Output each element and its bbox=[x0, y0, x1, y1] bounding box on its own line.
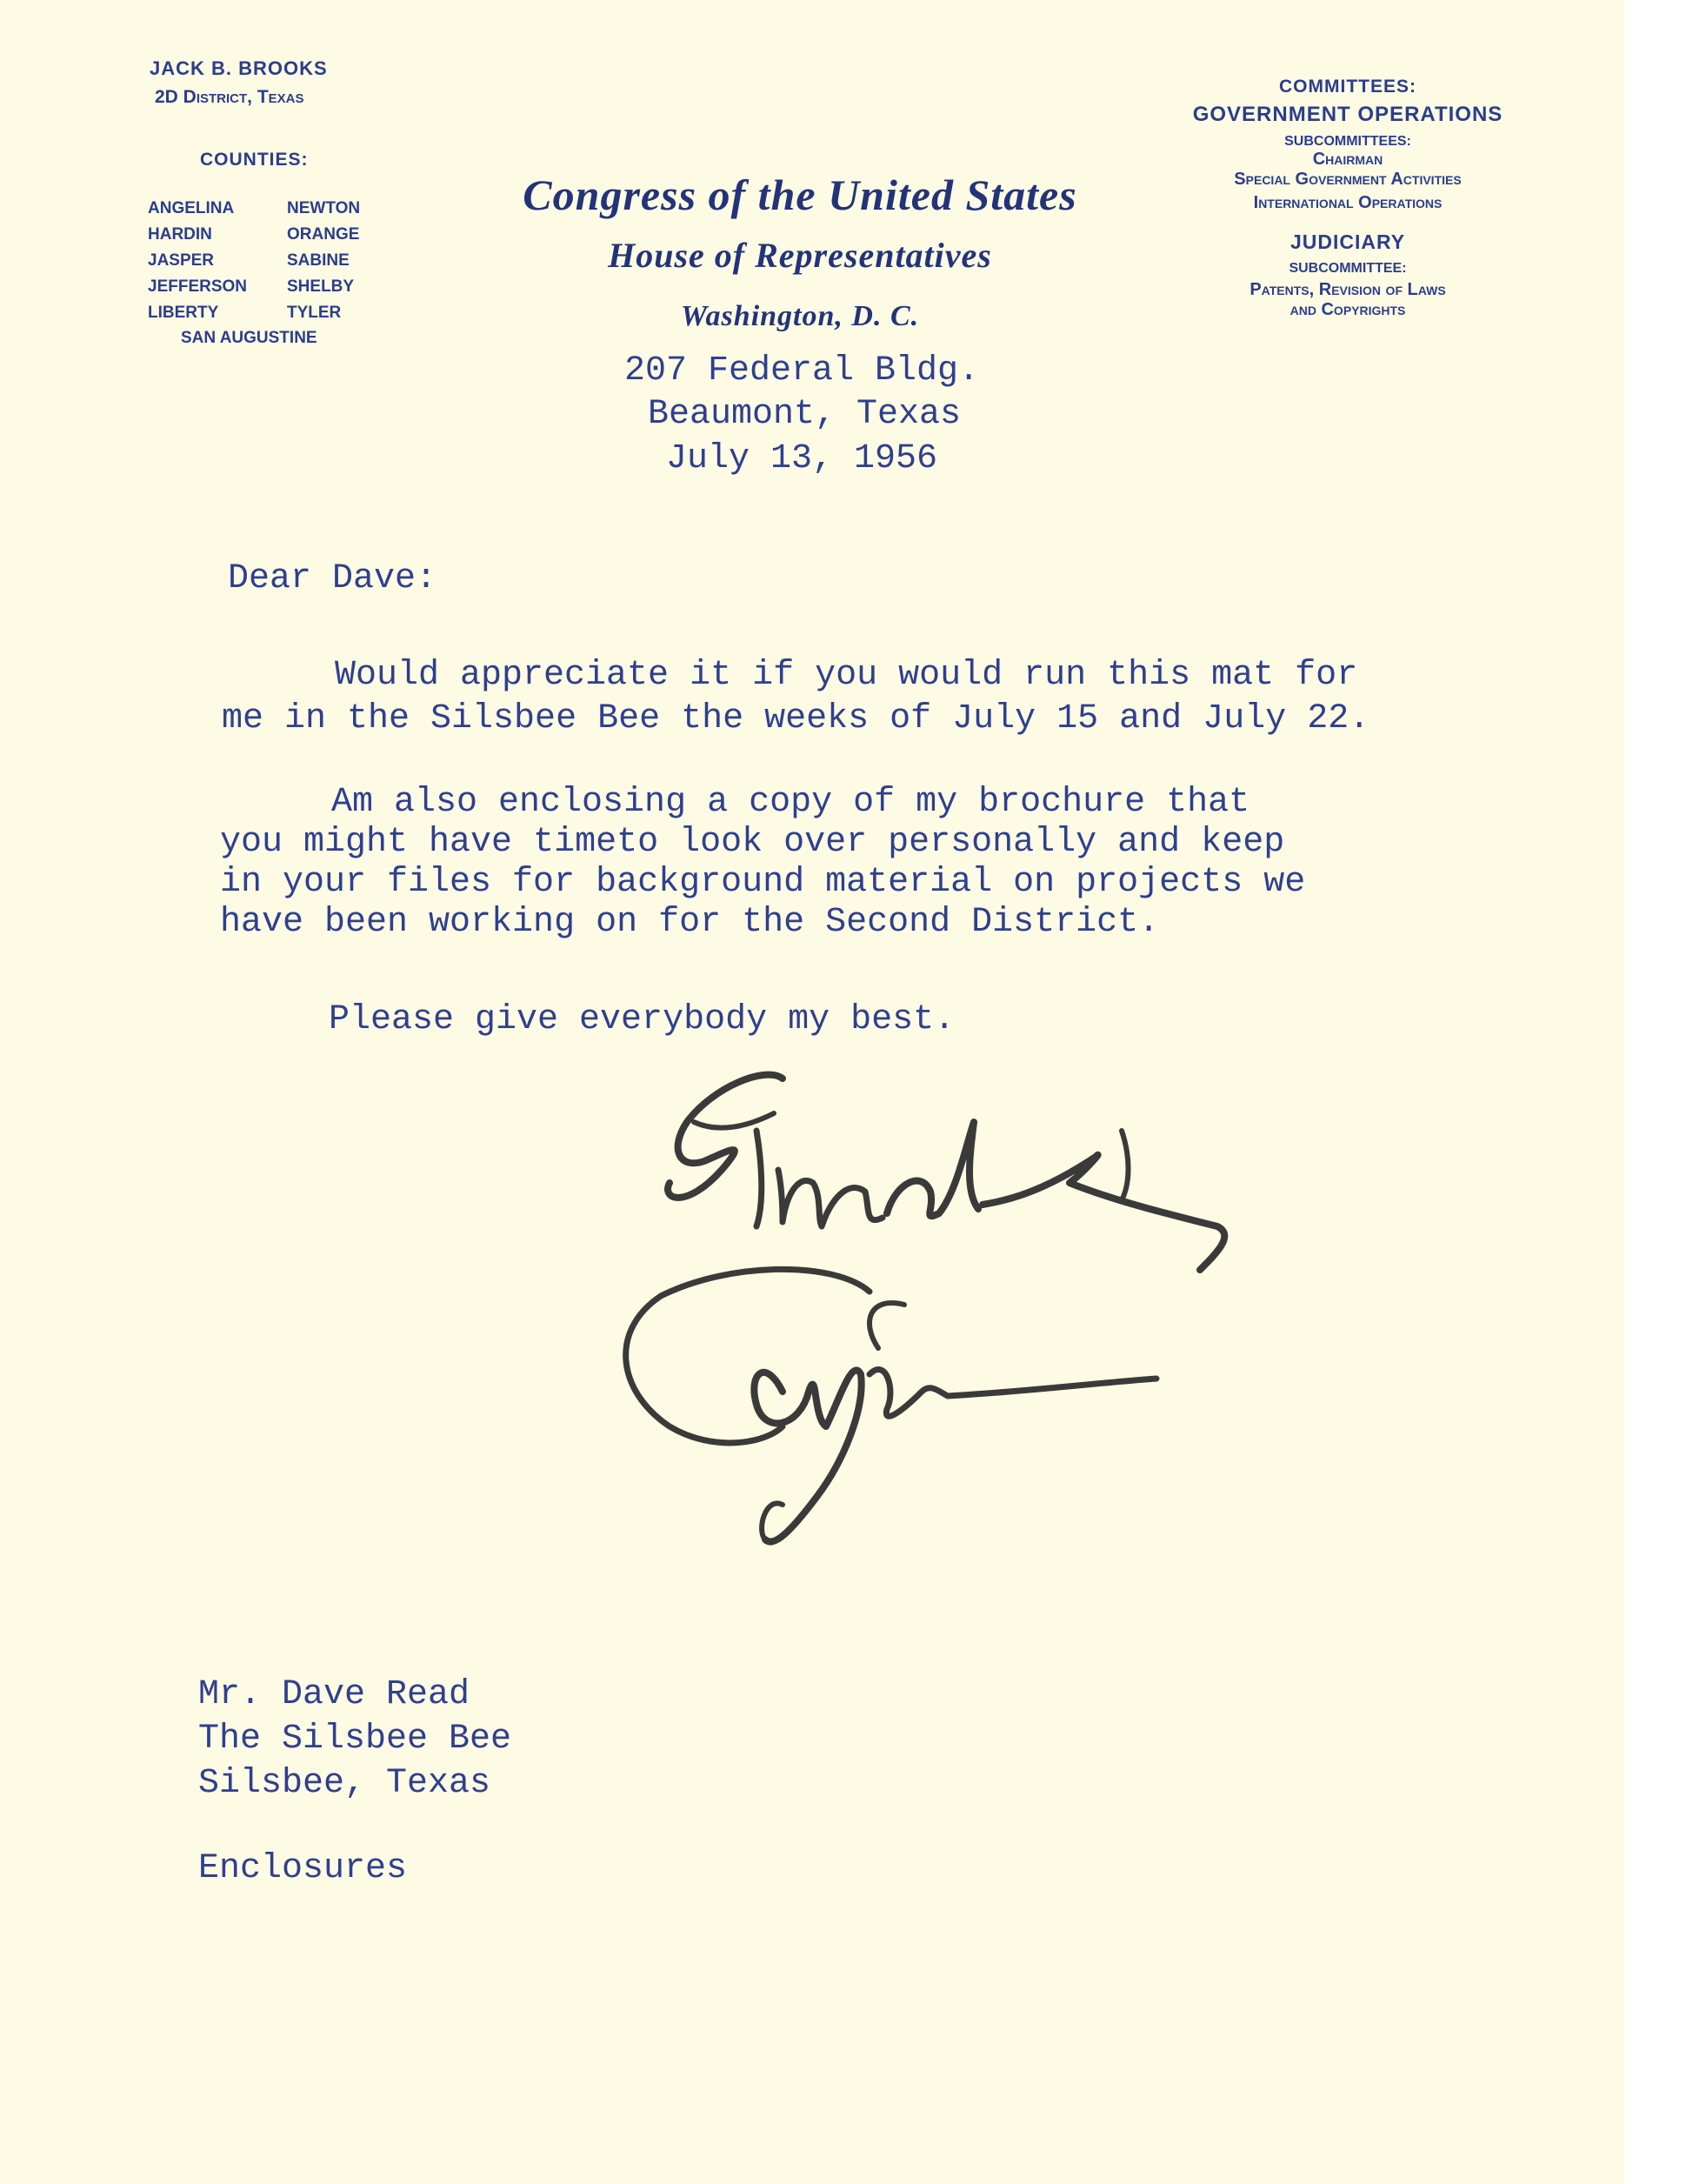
subcommittee-international: International Operations bbox=[1253, 193, 1443, 212]
county: NEWTON bbox=[287, 199, 361, 217]
counties-left-column bbox=[148, 196, 247, 326]
body-paragraph-2 bbox=[220, 783, 1305, 943]
salutation: Dear Dave: bbox=[228, 559, 437, 598]
paragraph-line: me in the Silsbee Bee the weeks of July 15 and July 22. bbox=[222, 699, 1370, 738]
committee-judiciary: JUDICIARY bbox=[1289, 230, 1406, 253]
recipient-name: Mr. Dave Read bbox=[198, 1675, 470, 1714]
committees-block bbox=[1148, 77, 1548, 320]
county: JEFFERSON bbox=[148, 277, 248, 296]
county: ANGELINA bbox=[148, 199, 235, 217]
subcommittee-copyrights: and Copyrights bbox=[1289, 300, 1406, 319]
county-san-augustine: SAN AUGUSTINE bbox=[181, 329, 317, 347]
county: SHELBY bbox=[287, 277, 355, 296]
return-address-line-2: Beaumont, Texas bbox=[648, 395, 962, 434]
recipient-organization: The Silsbee Bee bbox=[198, 1720, 512, 1759]
body-paragraph-1 bbox=[222, 654, 1369, 741]
paragraph-line: in your files for background material on projects we bbox=[220, 863, 1306, 902]
enclosures-note: Enclosures bbox=[198, 1849, 408, 1888]
paragraph-line: Would appreciate it if you would run this mat for bbox=[335, 656, 1358, 695]
member-district: 2D District, Texas bbox=[155, 87, 304, 107]
county: JASPER bbox=[148, 251, 215, 270]
paragraph-line: Am also enclosing a copy of my brochure that bbox=[331, 783, 1250, 822]
paragraph-line: have been working on for the Second District. bbox=[220, 903, 1160, 942]
member-name: JACK B. BROOKS bbox=[150, 57, 328, 79]
county: ORANGE bbox=[287, 225, 360, 244]
county: TYLER bbox=[287, 304, 342, 322]
committees-title: COMMITTEES: bbox=[1279, 77, 1416, 97]
county: SABINE bbox=[287, 251, 350, 270]
institution-title: Congress of the United States bbox=[523, 170, 1077, 219]
paragraph-line: you might have timeto look over personally and keep bbox=[220, 823, 1285, 862]
scan-margin bbox=[1624, 0, 1686, 2184]
counties-title: COUNTIES: bbox=[200, 150, 309, 170]
letter-date: July 13, 1956 bbox=[666, 439, 938, 478]
subcommittee-title: SUBCOMMITTEE: bbox=[1289, 261, 1407, 276]
committee-government-operations: GOVERNMENT OPERATIONS bbox=[1192, 103, 1503, 126]
city-title: Washington, D. C. bbox=[680, 300, 920, 332]
closing-line: Please give everybody my best. bbox=[329, 1000, 956, 1039]
subcommittees-title: SUBCOMMITTEES: bbox=[1284, 134, 1411, 149]
county: HARDIN bbox=[148, 225, 212, 244]
return-address-line-1: 207 Federal Bldg. bbox=[624, 351, 980, 391]
subcommittee-patents: Patents, Revision of Laws bbox=[1250, 280, 1446, 299]
counties-right-column bbox=[287, 196, 360, 326]
subcommittee-chairman: Chairman bbox=[1312, 150, 1383, 169]
county: LIBERTY bbox=[148, 304, 219, 322]
house-title: House of Representatives bbox=[608, 236, 992, 275]
recipient-city: Silsbee, Texas bbox=[198, 1764, 491, 1803]
subcommittee-special-activities: Special Government Activities bbox=[1234, 170, 1462, 189]
